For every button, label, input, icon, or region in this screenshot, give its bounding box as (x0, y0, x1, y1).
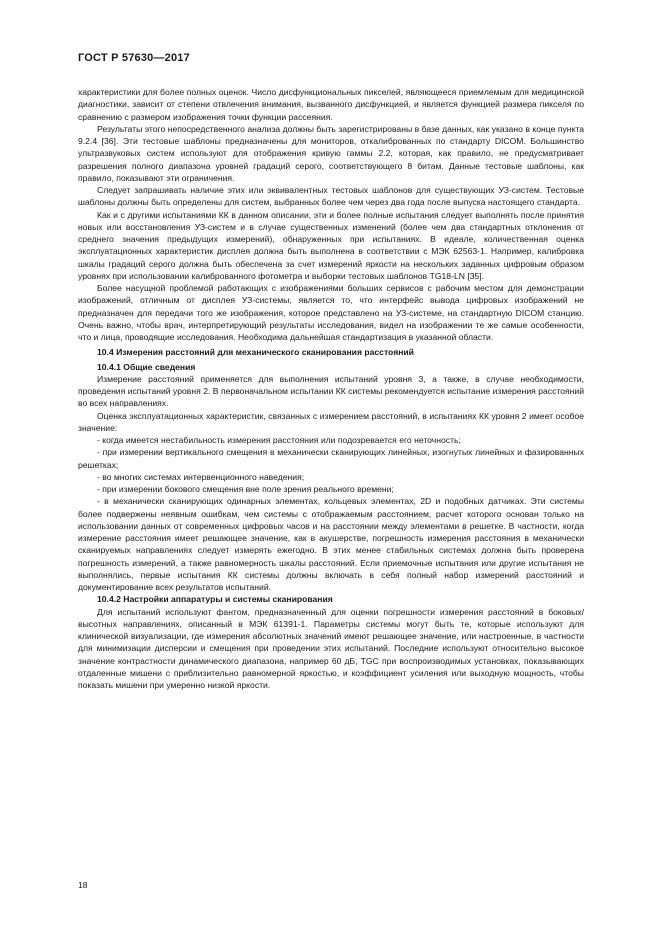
paragraph: Следует запрашивать наличие этих или эквивалентных тестовых шаблонов для существующих УЗ-систем. Тестовые шаблоны должны быть определены для систем, выбранных более чем через два года после выпуска настоящего стандарта. (78, 185, 584, 208)
document-header: ГОСТ Р 57630—2017 (78, 52, 190, 64)
document-body (78, 86, 584, 691)
paragraph: Измерение расстояний применяется для выполнения испытаний уровня 3, а также, в случае необходимости, проведения испытаний уровня 2. В первоначальном испытании КК системы рекомендуется испытание измерения расстояний во всех направлениях. (78, 373, 584, 409)
list-item: - при измерении вертикального смещения в механически сканирующих линейных, изогнутых линейных и фазированных решетках; (78, 447, 584, 470)
list-item: - при измерении бокового смещения вне поле зрения реального времени; (97, 484, 394, 494)
paragraph: Результаты этого непосредственного анализа должны быть зарегистрированы в базе данных, как указано в конце пункта 9.2.4 [36]. Эти тестовые шаблоны предназначены для мониторов, откалиброванных по стандарту DICOM. Большинство ультразвуковых систем используют для отображения кривую гаммы 2.2, которая, как правило, не предусматривает разрешения полного диапазона уровней градаций серого, соответствующего 8 битам. Данные тестовые шаблоны, как правило, показывают эти ограничения. (78, 123, 584, 183)
subsection-heading-10-4-2: 10.4.2 Настройки аппаратуры и системы сканирования (97, 594, 333, 605)
section-heading-10-4: 10.4 Измерения расстояний для механического сканирования расстояний (97, 347, 414, 358)
subsection-heading-10-4-1: 10.4.1 Общие сведения (97, 361, 196, 372)
paragraph: Более насущной проблемой работающих с изображениями больших сервисов с рабочим местом для демонстрации изображений, отличным от дисплея УЗ-системы, является то, что интерфейс вывода цифровых изображений не предназначен для передачи того же изображения, которое представлено на УЗ-системе, на стандартную DICOM станцию. Очень важно, чтобы врач, интерпретирующий результаты исследования, видел на изображении те же самые особенности, что и лица, проводящие исследования. Необходима дальнейшая стандартизация в указанной области. (78, 283, 584, 342)
paragraph: Для испытаний используют фантом, предназначенный для оценки погрешности измерения расстояний в боковых/высотных направлениях, описанный в МЭК 61391-1. Параметры системы могут быть те, которые используют для клинической визуализации, где измерения абсолютных значений имеют решающее значение, или настроенные, в частности для минимизации дисперсии и смещения при проведении этих испытаний. Последние используют относительно высокое значение контрастности динамического диапазона, например 60 дБ, TGC при воспроизводимых установках, показывающих отдаленные мишени с приблизительно равномерной яркостью, и коэффициент усиления или выходную мощность, чтобы показать мишени при умеренно низкой яркости. (78, 606, 584, 690)
paragraph: характеристики для более полных оценок. Число дисфункциональных пикселей, являющееся приемлемым для медицинской диагностики, зависит от степени отвлечения внимания, вызванного дисфункцией, и является функцией размера пикселя по сравнению с размером изображения точки функции рассеяния. (78, 87, 584, 122)
list-item: - когда имеется нестабильность измерения расстояния или подозревается его неточность; (97, 435, 461, 445)
paragraph: Как и с другими испытаниями КК в данном описании, эти и более полные испытания следует выполнять после принятия новых или восстановления УЗ-систем и в случае существенных изменений (более чем два стандартных отклонения от среднего значения предыдущих измерений), обнаруженных при испытаниях. В идеале, количественная оценка эксплуатационных характеристик дисплея должна быть выполнена в соответствии с МЭК 62563-1. Например, калибровка шкалы градаций серого должна быть обеспечена за счет измерений яркости на нескольких заданных цифровым образом уровнях при использовании калиброванного фотометра и выборки тестовых шаблонов TG18-LN [35]. (78, 209, 584, 281)
list-item: - во многих системах интервенционного наведения; (97, 471, 305, 482)
page-number: 18 (78, 880, 88, 890)
paragraph: Оценка эксплуатационных характеристик, связанных с измерением расстояний, в испытаниях КК уровня 2 имеет особое значение: (78, 410, 584, 433)
list-item: - в механически сканирующих одинарных элементах, кольцевых элементах, 2D и подобных датчиках. Эти системы более подвержены неявным ошибкам, чем системы с отображаемым расстоянием, расчет которого основан только на использовании данных от современных цифровых часов и на расстоянии между элементами в решетке. В частности, когда измерение расстояния имеет решающее значение, как в акушерстве, погрешность измерения расстояния в механически сканируемых направлениях следует измерять ежегодно. В этих менее стабильных системах должна быть проверена погрешность измерений, а также равномерность шкалы расстояний. Если приемочные испытания или другие испытания не выполнялись, первые испытания КК системы должны включать в себя полный набор измерений расстояний и документирование всех результатов испытаний. (78, 496, 584, 592)
